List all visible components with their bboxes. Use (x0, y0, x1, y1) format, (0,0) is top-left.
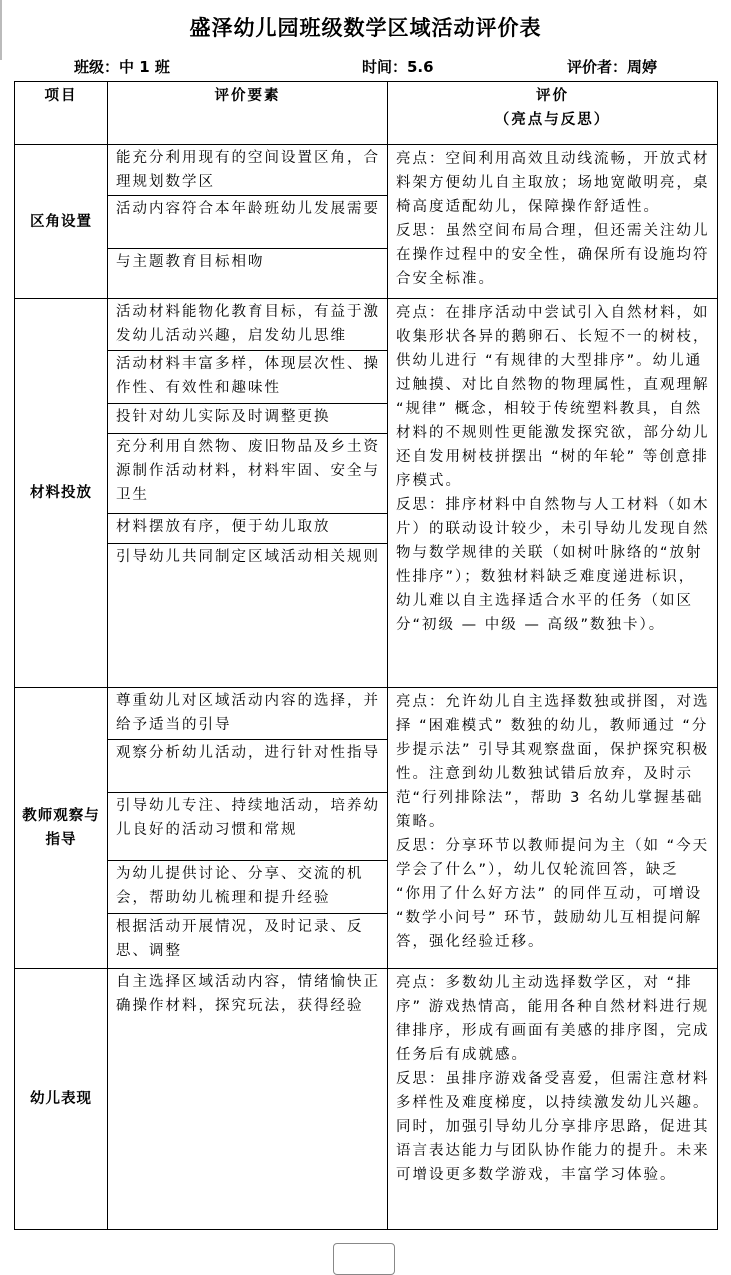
evaluator-label: 评价者：周婷 (567, 58, 658, 76)
elements-cell (108, 299, 388, 688)
highlight-text: 亮点：允许幼儿自主选择数独或拼图，对选择 “困难模式” 数独的幼儿，教师通过 “分步提示法” 引导其观察盘面，保护探究积极性。注意到幼儿数独试错后放弃，及时示范“行列排除法”，帮助 3 名幼儿掌握基础策略。 (396, 694, 710, 830)
element-item: 尊重幼儿对区域活动内容的选择，并给予适当的引导 (108, 688, 387, 740)
elements-cell (108, 969, 388, 1230)
add-page-button[interactable] (333, 1243, 395, 1275)
highlight-text: 亮点：多数幼儿主动选择数学区，对 “排序” 游戏热情高，能用各种自然材料进行规律排序，形成有画面有美感的排序图，完成任务后有成就感。 (396, 975, 710, 1063)
reflection-text: 反思：虽然空间布局合理，但还需关注幼儿在操作过程中的安全性，确保所有设施均符合安全标准。 (396, 223, 710, 287)
header-elements: 评价要素 (108, 82, 388, 145)
evaluation-cell (388, 969, 718, 1230)
element-item: 自主选择区域活动内容，情绪愉快正确操作材料，探究玩法，获得经验 (116, 974, 380, 1014)
table-row (15, 688, 718, 969)
element-item: 引导幼儿共同制定区域活动相关规则 (116, 549, 380, 565)
table-row (15, 969, 718, 1230)
project-cell: 区角设置 (15, 145, 108, 299)
element-item: 观察分析幼儿活动，进行针对性指导 (108, 740, 387, 793)
element-item: 根据活动开展情况，及时记录、反思、调整 (116, 919, 364, 959)
element-item: 引导幼儿专注、持续地活动，培养幼儿良好的活动习惯和常规 (108, 793, 387, 861)
class-label: 班级：中 1 班 (74, 58, 170, 76)
header-evaluation-title: 评价 (536, 88, 569, 104)
evaluation-cell (388, 299, 718, 688)
evaluation-cell (388, 688, 718, 969)
reflection-text: 反思：排序材料中自然物与人工材料（如木片）的联动设计较少，未引导幼儿发现自然物与数学规律的关联（如树叶脉络的“放射性排序”）；数独材料缺乏难度递进标识，幼儿难以自主选择适合水平的任务（如区分“初级 — 中级 — 高级”数独卡）。 (396, 497, 710, 633)
reflection-text: 反思：分享环节以教师提问为主（如 “今天学会了什么”），幼儿仅轮流回答，缺乏 “你用了什么好方法” 的同伴互动，可增设 “数学小问号” 环节，鼓励幼儿互相提问解答，强化经验迁移。 (396, 838, 710, 950)
evaluation-table (14, 81, 718, 1230)
project-cell: 教师观察与指导 (15, 688, 108, 969)
element-item: 活动内容符合本年龄班幼儿发展需要 (108, 196, 387, 249)
elements-cell (108, 688, 388, 969)
table-header-row (15, 82, 718, 145)
highlight-text: 亮点：空间利用高效且动线流畅，开放式材料架方便幼儿自主取放；场地宽敞明亮，桌椅高度适配幼儿，保障操作舒适性。 (396, 151, 710, 215)
elements-cell (108, 145, 388, 299)
table-row (15, 299, 718, 688)
element-item: 活动材料能物化教育目标，有益于激发幼儿活动兴趣，启发幼儿思维 (108, 299, 387, 351)
header-evaluation (388, 82, 718, 145)
element-item: 为幼儿提供讨论、分享、交流的机会，帮助幼儿梳理和提升经验 (108, 861, 387, 914)
element-item: 能充分利用现有的空间设置区角，合理规划数学区 (108, 145, 387, 196)
element-item: 与主题教育目标相吻 (116, 254, 265, 270)
project-cell: 幼儿表现 (15, 969, 108, 1230)
table-row (15, 145, 718, 299)
header-evaluation-subtitle: （亮点与反思） (494, 112, 611, 128)
page-title: 盛泽幼儿园班级数学区域活动评价表 (189, 16, 542, 40)
reflection-text: 反思：虽排序游戏备受喜爱，但需注意材料多样性及难度梯度，以持续激发幼儿兴趣。同时，加强引导幼儿分享排序思路，促进其语言表达能力与团队协作能力的提升。未来可增设更多数学游戏，丰富学习体验。 (396, 1071, 710, 1183)
project-cell: 材料投放 (15, 299, 108, 688)
element-item: 充分利用自然物、废旧物品及乡土资源制作活动材料，材料牢固、安全与卫生 (108, 434, 387, 514)
element-item: 材料摆放有序，便于幼儿取放 (108, 514, 387, 544)
highlight-text: 亮点：在排序活动中尝试引入自然材料，如收集形状各异的鹅卵石、长短不一的树枝，供幼儿进行 “有规律的大型排序”。幼儿通过触摸、对比自然物的物理属性，直观理解 “规律” 概念，相较于传统塑料教具，自然材料的不规则性更能激发探究欲，部分幼儿还自发用树枝拼摆出 “树的年轮” 等创意排序模式。 (396, 305, 710, 489)
evaluation-cell (388, 145, 718, 299)
time-label: 时间：5.6 (362, 58, 434, 76)
header-project: 项目 (15, 82, 108, 145)
element-item: 活动材料丰富多样，体现层次性、操作性、有效性和趣味性 (108, 351, 387, 404)
element-item: 投针对幼儿实际及时调整更换 (108, 404, 387, 434)
